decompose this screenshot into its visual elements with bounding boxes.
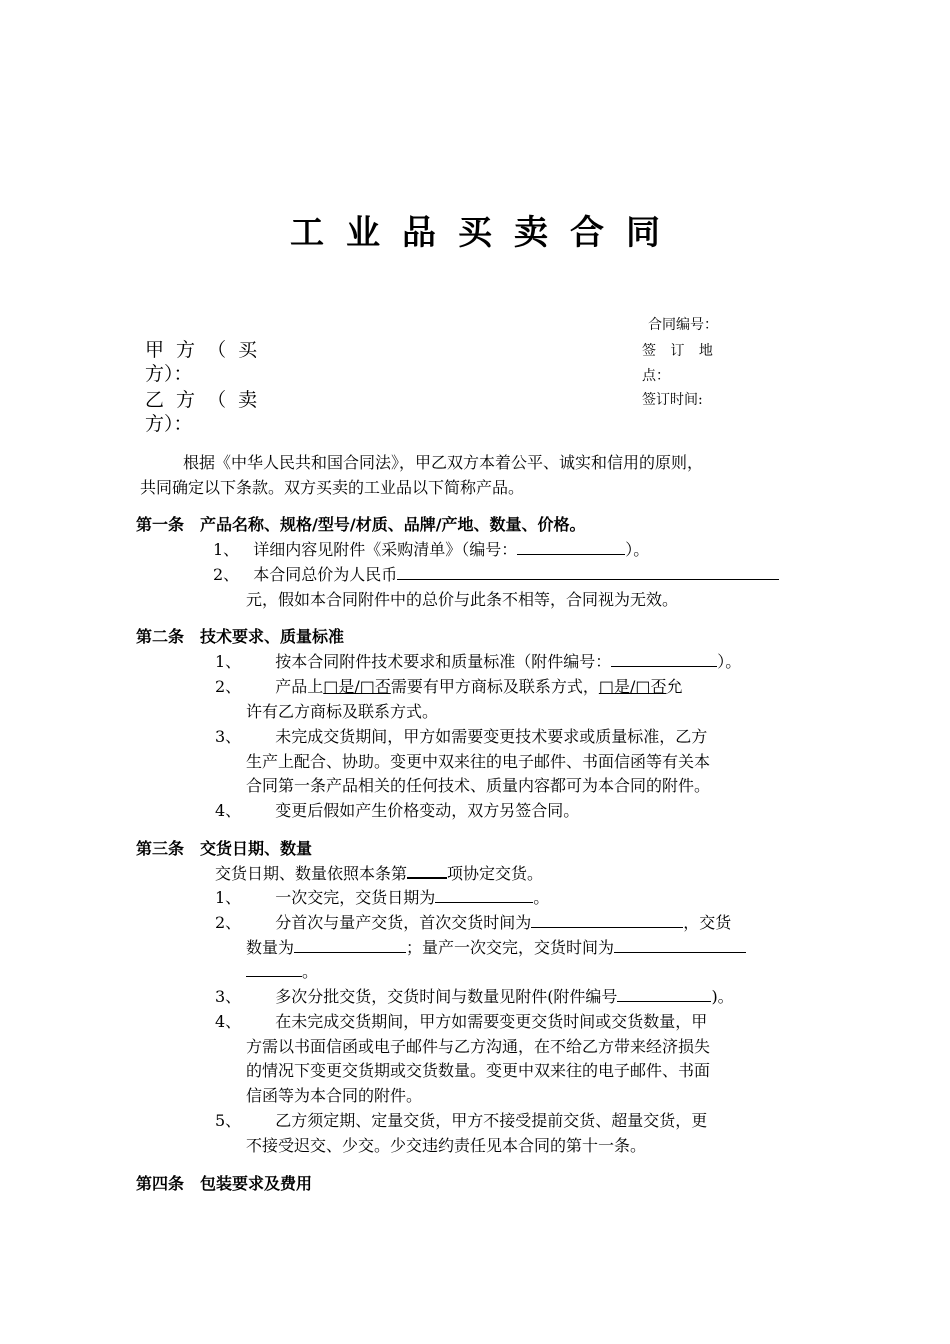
intro-line-2: 共同确定以下条款。双方买卖的工业品以下简称产品。 bbox=[140, 478, 525, 497]
article-2-heading: 第二条 技术要求、质量标准 bbox=[136, 627, 345, 646]
article-1-item-2: 2、 本合同总价为人民币 bbox=[213, 563, 779, 587]
item-number: 2、 bbox=[215, 677, 242, 696]
article-3-item-4: 4、 在未完成交货期间，甲方如需要变更交货时间或交货数量，甲 bbox=[215, 1012, 708, 1031]
item-number: 4、 bbox=[215, 1012, 242, 1031]
article-3-item-3: 3、 多次分批交货，交货时间与数量见附件(附件编号 )。 bbox=[215, 987, 734, 1006]
blank-field bbox=[397, 564, 779, 580]
blank-field bbox=[435, 887, 533, 903]
article-3-item-2: 2、 分首次与量产交货，首次交货时间为 ，交货 bbox=[215, 913, 732, 932]
blank-field bbox=[294, 937, 406, 953]
item-number: 3、 bbox=[215, 727, 242, 746]
blank-field bbox=[246, 961, 302, 977]
article-3-item-5-line-2: 不接受迟交、少交。少交违约责任见本合同的第十一条。 bbox=[246, 1136, 647, 1155]
article-1-heading: 第一条 产品名称、规格/型号/材质、品牌/产地、数量、价格。 bbox=[136, 515, 586, 534]
article-4-heading: 第四条 包装要求及费用 bbox=[136, 1174, 313, 1193]
article-1-item-1: 1、 详细内容见附件《采购清单》（编号： ）。 bbox=[213, 540, 650, 559]
seller-label-cont: 方）： bbox=[145, 413, 193, 435]
blank-field bbox=[517, 539, 625, 555]
article-3-item-5: 5、 乙方须定期、定量交货，甲方不接受提前交货、超量交货，更 bbox=[215, 1111, 708, 1130]
article-2-item-3: 3、 未完成交货期间，甲方如需要变更技术要求或质量标准，乙方 bbox=[215, 727, 708, 746]
item-number: 2、 bbox=[215, 913, 242, 932]
article-3-item-4-line-2: 方需以书面信函或电子邮件与乙方沟通，在不给乙方带来经济损失 bbox=[246, 1037, 711, 1056]
article-1-item-2-cont: 元，假如本合同附件中的总价与此条不相等，合同视为无效。 bbox=[246, 590, 679, 609]
article-2-item-3-line-2: 生产上配合、协助。变更中双来往的电子邮件、书面信函等有关本 bbox=[246, 752, 711, 771]
blank-field bbox=[617, 986, 711, 1002]
article-2-item-3-line-3: 合同第一条产品相关的任何技术、质量内容都可为本合同的附件。 bbox=[246, 776, 711, 795]
sign-time-label: 签订时间: bbox=[642, 392, 703, 408]
item-number: 5、 bbox=[215, 1111, 242, 1130]
article-2-item-2: 2、 产品上□是/□否需要有甲方商标及联系方式，□是/□否允 bbox=[215, 677, 683, 696]
item-number: 1、 bbox=[215, 888, 242, 907]
buyer-label: 甲 方 （ 买 bbox=[145, 339, 258, 361]
seller-label: 乙 方 （ 卖 bbox=[145, 389, 258, 411]
option-checkbox-text: □是/□否 bbox=[598, 677, 667, 696]
blank-field bbox=[407, 862, 447, 879]
item-number: 1、 bbox=[215, 652, 242, 671]
item-number: 1、 bbox=[213, 540, 240, 559]
article-3-item-2-line-3: 。 bbox=[246, 960, 318, 984]
item-number: 3、 bbox=[215, 987, 242, 1006]
contract-number-label: 合同编号： bbox=[648, 317, 718, 333]
article-3-item-1: 1、 一次交完，交货日期为 。 bbox=[215, 888, 550, 907]
article-3-heading: 第三条 交货日期、数量 bbox=[136, 839, 313, 858]
page-title: 工业品买卖合同 bbox=[290, 213, 682, 253]
blank-field bbox=[614, 937, 746, 953]
article-3-lead: 交货日期、数量依照本条第 项协定交货。 bbox=[215, 864, 544, 883]
sign-place-label: 签 订 地 bbox=[642, 343, 713, 359]
item-number: 2、 bbox=[213, 565, 240, 584]
intro-line-1: 根据《中华人民共和国合同法》，甲乙双方本着公平、诚实和信用的原则， bbox=[183, 453, 704, 472]
article-3-item-2-line-2: 数量为 ；量产一次交完，交货时间为 bbox=[246, 936, 746, 960]
article-3-item-4-line-3: 的情况下变更交货期或交货数量。变更中双来往的电子邮件、书面 bbox=[246, 1061, 711, 1080]
article-2-item-1: 1、 按本合同附件技术要求和质量标准（附件编号： ）。 bbox=[215, 652, 742, 671]
article-2-item-2-cont: 许有乙方商标及联系方式。 bbox=[246, 702, 439, 721]
item-number: 4、 bbox=[215, 801, 242, 820]
article-3-item-4-line-4: 信函等为本合同的附件。 bbox=[246, 1086, 423, 1105]
buyer-label-cont: 方）： bbox=[145, 363, 193, 385]
blank-field bbox=[531, 912, 683, 928]
option-checkbox-text: □是/□否 bbox=[323, 677, 391, 696]
sign-place-label-cont: 点： bbox=[642, 368, 670, 384]
article-2-item-4: 4、 变更后假如产生价格变动，双方另签合同。 bbox=[215, 801, 580, 820]
blank-field bbox=[611, 651, 717, 667]
